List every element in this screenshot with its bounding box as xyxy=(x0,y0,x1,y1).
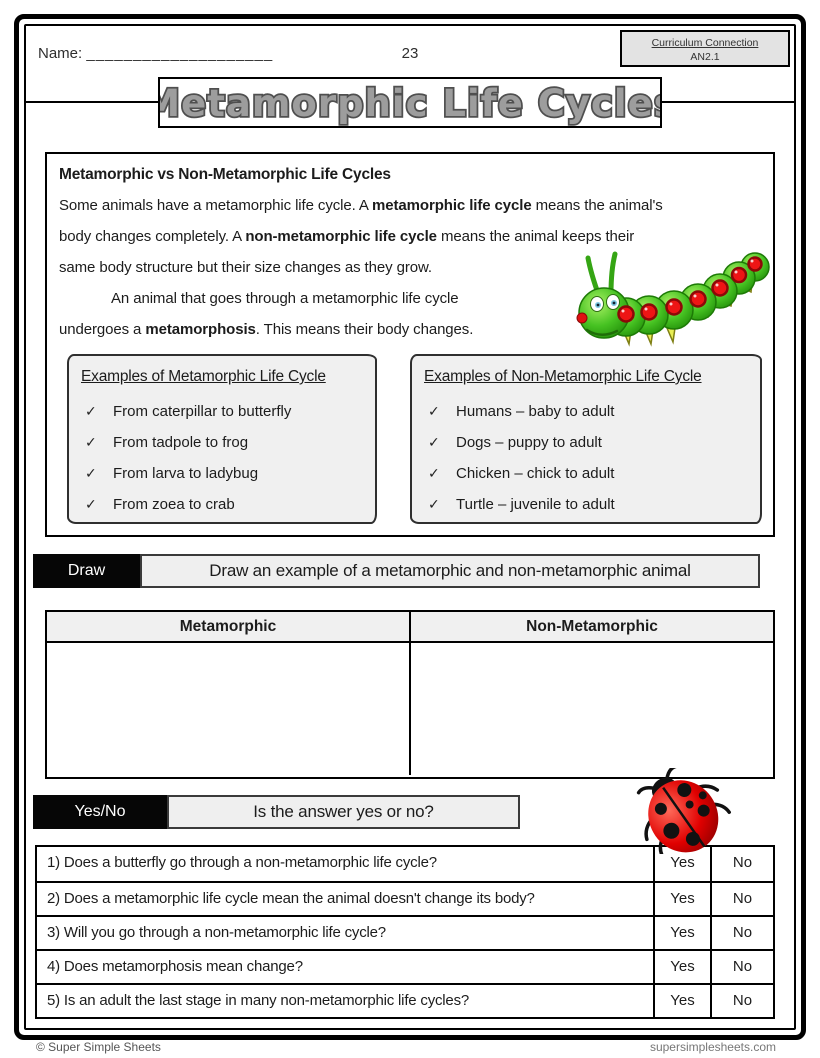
yesno-section-instruction: Is the answer yes or no? xyxy=(167,795,520,829)
check-icon: ✓ xyxy=(428,403,440,419)
question-row xyxy=(37,881,773,915)
name-fill-in-line[interactable]: ____________________ xyxy=(86,45,274,62)
no-option[interactable]: No xyxy=(710,883,773,915)
curriculum-title: Curriculum Connection xyxy=(651,37,759,49)
page-title: Metamorphic Life Cycles xyxy=(160,82,660,125)
question-text: 3) Will you go through a non-metamorphic life cycle? xyxy=(47,924,386,941)
name-label: Name: xyxy=(38,45,83,62)
intro-box xyxy=(45,152,775,537)
question-text: 5) Is an adult the last stage in many non-metamorphic life cycles? xyxy=(47,992,470,1009)
footer-copyright: © Super Simple Sheets xyxy=(36,1040,161,1054)
intro-line: body changes completely. A non-metamorphic life cycle means the animal keeps their xyxy=(59,228,635,245)
intro-line: Some animals have a metamorphic life cycle. A metamorphic life cycle means the animal's xyxy=(59,197,663,214)
curriculum-connection-box xyxy=(620,30,790,67)
draw-column-non-metamorphic: Non-Metamorphic xyxy=(409,612,773,641)
examples-metamorphic-box xyxy=(67,354,377,524)
list-item: ✓ Chicken – chick to adult xyxy=(412,458,760,489)
no-option[interactable]: No xyxy=(710,951,773,983)
no-option[interactable]: No xyxy=(710,847,773,881)
yes-option[interactable]: Yes xyxy=(653,883,710,915)
footer-website: supersimplesheets.com xyxy=(649,1040,776,1054)
questions-table xyxy=(35,845,775,1019)
draw-section-instruction: Draw an example of a metamorphic and non-metamorphic animal xyxy=(140,554,760,588)
draw-area-metamorphic[interactable] xyxy=(47,643,409,775)
intro-line: same body structure but their size changes as they grow. xyxy=(59,259,432,276)
intro-heading: Metamorphic vs Non-Metamorphic Life Cycles xyxy=(59,166,391,183)
examples-non-metamorphic-box xyxy=(410,354,762,524)
ladybug-icon xyxy=(612,768,747,854)
draw-table-header xyxy=(47,612,773,643)
page-title-box xyxy=(158,77,662,128)
page-number: 23 xyxy=(401,45,419,62)
examples-metamorphic-list xyxy=(69,396,375,520)
draw-column-metamorphic: Metamorphic xyxy=(179,618,277,635)
question-row xyxy=(37,983,773,1017)
yes-option[interactable]: Yes xyxy=(653,847,710,881)
intro-line: An animal that goes through a metamorphic life cycle xyxy=(111,290,459,307)
draw-area-non-metamorphic[interactable] xyxy=(409,643,773,775)
check-icon: ✓ xyxy=(85,434,97,450)
question-row xyxy=(37,949,773,983)
check-icon: ✓ xyxy=(428,496,440,512)
examples-metamorphic-heading: Examples of Metamorphic Life Cycle xyxy=(81,368,326,385)
list-item: ✓ From larva to ladybug xyxy=(69,458,375,489)
check-icon: ✓ xyxy=(85,496,97,512)
list-item: ✓ From tadpole to frog xyxy=(69,427,375,458)
check-icon: ✓ xyxy=(428,434,440,450)
yes-option[interactable]: Yes xyxy=(653,951,710,983)
examples-non-metamorphic-list xyxy=(412,396,760,520)
list-item: ✓ Turtle – juvenile to adult xyxy=(412,489,760,520)
check-icon: ✓ xyxy=(85,403,97,419)
intro-line: undergoes a metamorphosis. This means their body changes. xyxy=(59,321,474,338)
draw-section-label: Draw xyxy=(33,554,140,588)
curriculum-code: AN2.1 xyxy=(690,51,720,63)
question-row xyxy=(37,915,773,949)
examples-non-metamorphic-heading: Examples of Non-Metamorphic Life Cycle xyxy=(424,368,702,385)
check-icon: ✓ xyxy=(428,465,440,481)
draw-table-body xyxy=(47,643,773,775)
name-row xyxy=(38,45,273,62)
question-text: 1) Does a butterfly go through a non-metamorphic life cycle? xyxy=(47,854,437,871)
list-item: ✓ Dogs – puppy to adult xyxy=(412,427,760,458)
list-item: ✓ Humans – baby to adult xyxy=(412,396,760,427)
no-option[interactable]: No xyxy=(710,985,773,1017)
yes-option[interactable]: Yes xyxy=(653,985,710,1017)
question-text: 4) Does metamorphosis mean change? xyxy=(47,958,303,975)
draw-table xyxy=(45,610,775,779)
list-item: ✓ From zoea to crab xyxy=(69,489,375,520)
check-icon: ✓ xyxy=(85,465,97,481)
list-item: ✓ From caterpillar to butterfly xyxy=(69,396,375,427)
no-option[interactable]: No xyxy=(710,917,773,949)
page-title-art xyxy=(160,79,660,126)
yes-option[interactable]: Yes xyxy=(653,917,710,949)
yesno-section-label: Yes/No xyxy=(33,795,167,829)
question-text: 2) Does a metamorphic life cycle mean the animal doesn't change its body? xyxy=(47,890,535,907)
caterpillar-icon xyxy=(571,246,771,349)
